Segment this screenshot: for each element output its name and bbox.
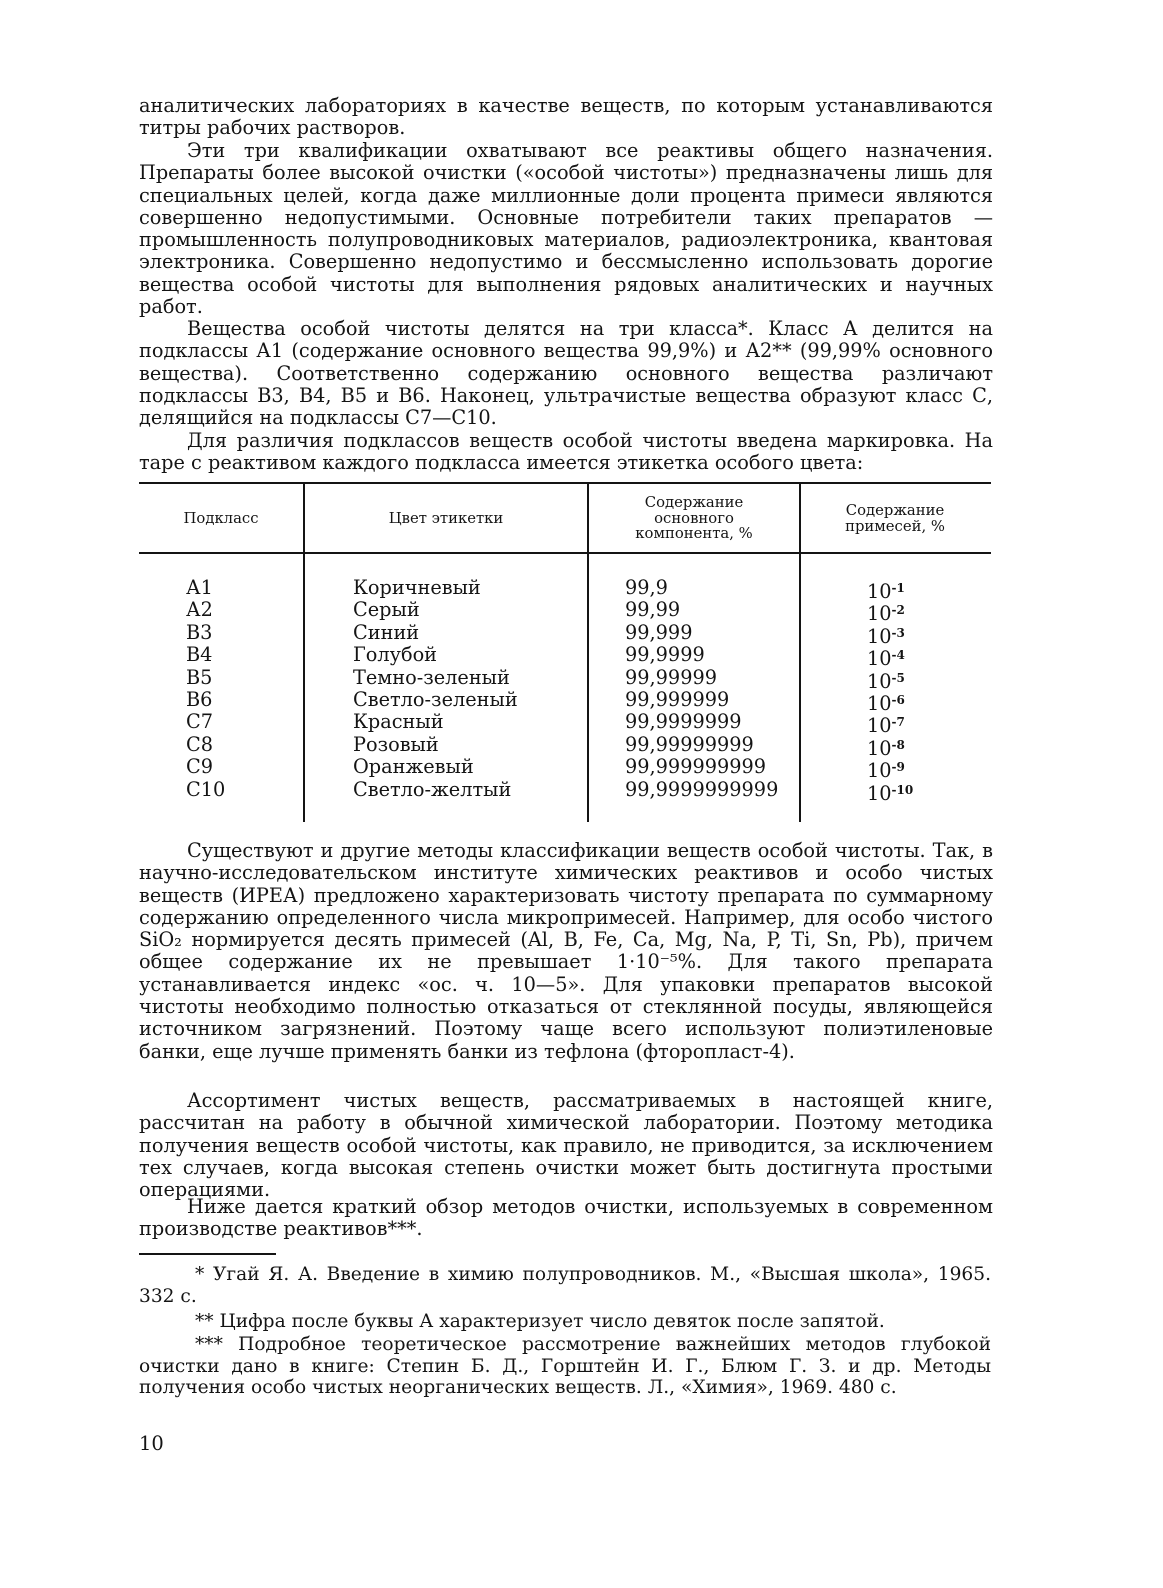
cell-color: Красный <box>353 710 444 734</box>
impurity-exponent: -10 <box>891 782 914 797</box>
impurity-base: 10 <box>867 624 892 648</box>
cell-subclass: С8 <box>186 732 214 756</box>
cell-subclass: С10 <box>186 777 226 801</box>
table-row <box>139 598 991 626</box>
cell-content: 99,9 <box>625 576 668 599</box>
cell-color: Темно-зеленый <box>353 665 510 689</box>
impurity-exponent: -1 <box>891 581 905 595</box>
paragraph-text: Для различия подклассов веществ особой чистоты введена маркировка. На таре с реактивом каждого подкласса имеется этикетка особого цвета: <box>139 429 993 475</box>
impurity-exponent: -3 <box>891 625 905 640</box>
cell-content: 99,9999 <box>625 643 705 667</box>
footnote-3: *** Подробное теоретическое рассмотрение важнейших методов глубокой очистки дано в книге: Степин Б. Д., Горштейн И. Г., Блюм Г. З. и др. Методы получения особо чистых неорганических веществ. Л., «Химия», 1969. 480 с. <box>139 1334 991 1399</box>
paragraph-text: аналитических лабораториях в качестве веществ, по которым устанавливаются титры рабочих растворов. <box>139 94 993 140</box>
cell-color: Светло-зеленый <box>353 687 518 711</box>
impurity-base: 10 <box>867 580 892 603</box>
footnote-2: ** Цифра после буквы А характеризует число девяток после запятой. <box>195 1311 885 1332</box>
cell-content: 99,9999999999 <box>625 777 779 801</box>
cell-color: Серый <box>353 598 420 622</box>
cell-color: Голубой <box>353 643 438 667</box>
paragraph-classes <box>139 318 993 429</box>
table-body <box>139 576 991 805</box>
paragraph-assortment <box>139 1090 993 1201</box>
cell-content: 99,999999 <box>625 687 730 711</box>
header-subclass: Подкласс <box>183 510 259 527</box>
cell-subclass: В6 <box>186 687 213 711</box>
paragraph-text: Ниже дается краткий обзор методов очистки, используемых в современном производстве реактивов***. <box>139 1195 993 1241</box>
header-main-content: Содержание основного компонента, % <box>635 494 753 542</box>
cell-color: Оранжевый <box>353 755 474 779</box>
impurity-base: 10 <box>867 647 892 671</box>
footnote-rule <box>139 1253 276 1255</box>
impurity-base: 10 <box>867 781 892 805</box>
cell-content: 99,9999999 <box>625 710 742 734</box>
impurity-exponent: -4 <box>891 648 905 663</box>
subclass-table <box>139 482 991 822</box>
cell-content: 99,999999999 <box>625 755 767 779</box>
cell-color: Светло-желтый <box>353 777 512 801</box>
impurity-base: 10 <box>867 691 892 715</box>
cell-content: 99,99999 <box>625 665 718 689</box>
paragraph-text: Эти три квалификации охватывают все реактивы общего назначения. Препараты более высокой очистки («особой чистоты») предназначены лишь для специальных целей, когда даже миллионные доли процента примеси являются совершенно недопустимыми. Основные потребители таких препаратов — промышленность полупроводниковых материалов, радиоэлектроника, квантовая электроника. Совершенно недопустимо и бессмысленно использовать дорогие вещества особой чистоты для выполнения рядовых аналитических и научных работ. <box>139 139 993 319</box>
paragraph-overview <box>139 1196 993 1241</box>
impurity-exponent: -2 <box>891 603 905 618</box>
impurity-exponent: -8 <box>891 737 905 752</box>
table-row <box>139 643 991 671</box>
impurity-base: 10 <box>867 669 892 693</box>
table-row <box>139 732 991 760</box>
paragraph-text: Вещества особой чистоты делятся на три класса*. Класс А делится на подклассы А1 (содержание основного вещества 99,9%) и А2** (99,99% основного вещества). Соответственно содержанию основного вещества различают подклассы В3, В4, В5 и В6. Наконец, ультрачистые вещества образуют класс С, делящийся на подклассы С7—С10. <box>139 317 993 430</box>
impurity-base: 10 <box>867 736 892 760</box>
impurity-exponent: -9 <box>891 760 905 775</box>
paragraph-text: Ассортимент чистых веществ, рассматриваемых в настоящей книге, рассчитан на работу в обычной химической лаборатории. Поэтому методика получения веществ особой чистоты, как правило, не приводится, за исключением тех случаев, когда высокая степень очистки может быть достигнута простыми операциями. <box>139 1089 993 1202</box>
cell-subclass: С9 <box>186 755 214 779</box>
paragraph-text: Существуют и другие методы классификации веществ особой чистоты. Так, в научно-исследовательском институте химических реактивов и особо чистых веществ (ИРЕА) предложено характеризовать чистоту препарата по суммарному содержанию определенного числа микропримесей. Например, для особо чистого SiO₂ нормируется десять примесей (Al, B, Fe, Ca, Mg, Na, P, Ti, Sn, Pb), причем общее содержание их не превышает 1·10⁻⁵%. Для такого препарата устанавливается индекс «ос. ч. 10—5». Для упаковки препаратов высокой чистоты необходимо полностью отказаться от стеклянной посуды, являющейся источником загрязнений. Поэтому чаще всего используют полиэтиленовые банки, еще лучше применять банки из тефлона (фторопласт-4). <box>139 839 993 1063</box>
impurity-exponent: -6 <box>891 692 905 707</box>
page-number: 10 <box>139 1432 164 1455</box>
cell-content: 99,99 <box>625 598 681 622</box>
table-top-rule <box>139 482 991 484</box>
cell-subclass: С7 <box>186 710 214 734</box>
cell-content: 99,99999999 <box>625 732 754 756</box>
table-header-rule <box>139 552 991 554</box>
cell-color: Коричневый <box>353 576 481 599</box>
impurity-base: 10 <box>867 602 892 626</box>
cell-content: 99,999 <box>625 620 693 644</box>
cell-subclass: В5 <box>186 665 213 689</box>
header-impurities: Содержание примесей, % <box>845 502 945 535</box>
header-label-color: Цвет этикетки <box>388 510 504 527</box>
paragraph-other-methods <box>139 840 993 1063</box>
table-row <box>139 755 991 783</box>
cell-impurities <box>867 779 913 805</box>
cell-color: Розовый <box>353 732 439 756</box>
cell-subclass: В3 <box>186 620 213 644</box>
impurity-exponent: -5 <box>891 670 905 685</box>
impurity-base: 10 <box>867 759 892 783</box>
table-row <box>139 665 991 693</box>
cell-subclass: А1 <box>186 576 213 599</box>
cell-subclass: В4 <box>186 643 213 667</box>
impurity-exponent: -7 <box>891 715 905 730</box>
paragraph-continuation <box>139 95 993 140</box>
table-row <box>139 576 991 603</box>
table-row <box>139 710 991 738</box>
cell-subclass: А2 <box>186 598 213 622</box>
paragraph-qualifications <box>139 140 993 318</box>
cell-color: Синий <box>353 620 420 644</box>
impurity-base: 10 <box>867 714 892 738</box>
paragraph-marking <box>139 430 993 475</box>
table-row <box>139 687 991 715</box>
table-row <box>139 620 991 648</box>
table-row <box>139 777 991 805</box>
footnote-1: * Угай Я. А. Введение в химию полупроводников. М., «Высшая школа», 1965. 332 с. <box>139 1264 991 1307</box>
